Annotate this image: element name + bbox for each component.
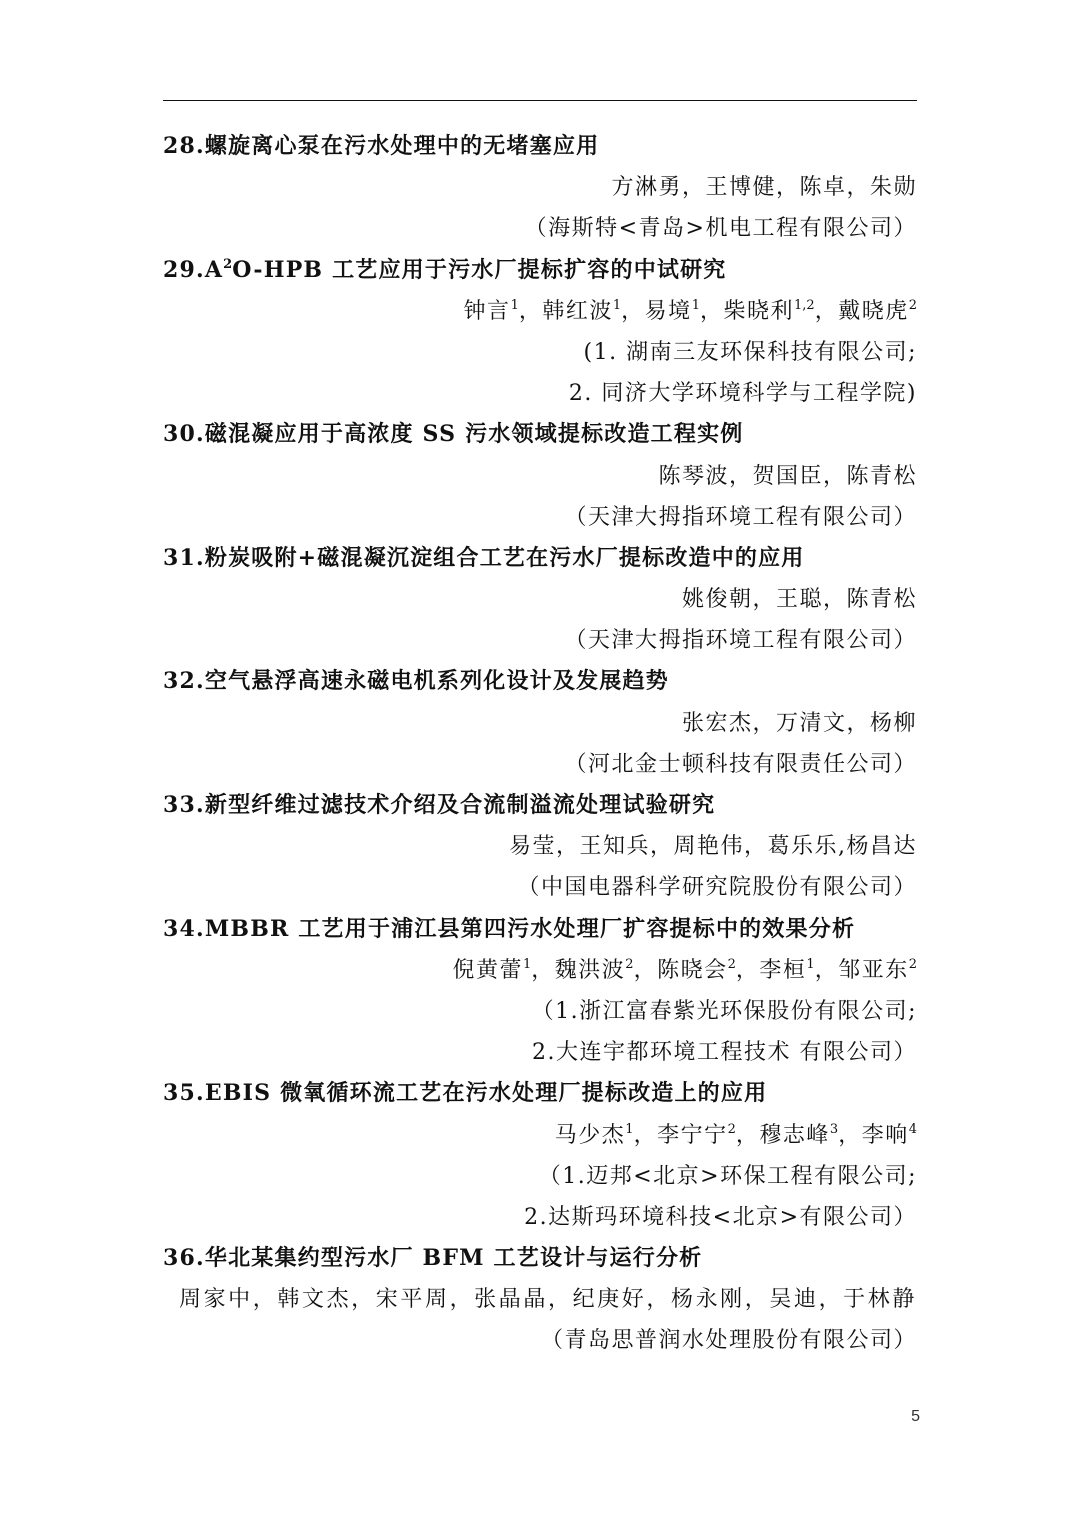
entry-title: 30.磁混凝应用于高浓度 SS 污水领域提标改造工程实例: [163, 421, 744, 448]
author-name: 戴晓虎: [838, 298, 909, 324]
entry-authors: 周家中，韩文杰，宋平周，张晶晶，纪庚好，杨永刚，吴迪，于林静: [178, 1287, 917, 1313]
entry-title: 36.华北某集约型污水厂 BFM 工艺设计与运行分析: [163, 1245, 703, 1272]
author-separator: ，: [633, 957, 658, 983]
author-name: 李宁宁: [657, 1122, 728, 1148]
entry-affiliation: （天津大拇指环境工程有限公司）: [564, 628, 917, 654]
entry-title: 32.空气悬浮高速永磁电机系列化设计及发展趋势: [163, 668, 669, 695]
entry-affiliation: （天津大拇指环境工程有限公司）: [564, 504, 917, 530]
title-text: 29.A: [163, 256, 224, 283]
author-name: 邹亚东: [838, 957, 909, 983]
entry-authors: [163, 1115, 917, 1156]
entry-authors: 张宏杰，万清文，杨柳: [681, 710, 917, 736]
entry-authors: [163, 291, 917, 332]
page-number: 5: [911, 1408, 920, 1425]
author-affiliation-mark: 1: [510, 297, 519, 313]
entry-list: [163, 126, 917, 1362]
author-affiliation-mark: 2: [625, 956, 634, 972]
author-name: 易境: [644, 298, 692, 324]
author-affiliation-mark: 1: [612, 297, 622, 313]
author-name: 马少杰: [554, 1122, 626, 1148]
title-text: O-HPB 工艺应用于污水厂提标扩容的中试研究: [232, 256, 727, 283]
entry-affiliation: (1. 湖南三友环保科技有限公司;: [583, 339, 917, 365]
author-affiliation-mark: 1,2: [794, 297, 815, 313]
author-affiliation-mark: 1: [691, 297, 700, 313]
entry-title: 33.新型纤维过滤技术介绍及合流制溢流处理试验研究: [163, 792, 716, 818]
author-name: 李桓: [759, 957, 807, 983]
author-name: 穆志峰: [759, 1122, 830, 1148]
author-name: 倪黄蕾: [452, 957, 523, 983]
author-affiliation-mark: 1: [806, 956, 815, 972]
author-separator: ，: [518, 298, 543, 324]
entry-affiliation: 2.达斯玛环境科技<北京>有限公司）: [524, 1204, 917, 1230]
entry-title: 28.螺旋离心泵在污水处理中的无堵塞应用: [163, 133, 600, 159]
entry-title: 34.MBBR 工艺用于浦江县第四污水处理厂扩容提标中的效果分析: [163, 915, 856, 942]
author-affiliation-mark: 2: [727, 1121, 736, 1137]
author-name: 柴晓利: [723, 298, 794, 324]
author-affiliation-mark: 2: [727, 956, 736, 972]
author-name: 魏洪波: [554, 957, 626, 983]
author-affiliation-mark: 1: [522, 956, 532, 972]
author-affiliation-mark: 1: [625, 1121, 634, 1137]
author-separator: ，: [633, 1122, 658, 1148]
entry-affiliation: 2. 同济大学环境科学与工程学院): [568, 381, 917, 407]
entry-title: [163, 250, 917, 291]
entry-affiliation: （青岛思普润水处理股份有限公司）: [540, 1328, 917, 1354]
header-rule: [163, 100, 917, 101]
entry-authors: 陈琴波，贺国臣，陈青松: [658, 463, 917, 489]
entry-authors: 易莹，王知兵，周艳伟，葛乐乐,杨昌达: [509, 834, 917, 860]
entry-title: 35.EBIS 微氧循环流工艺在污水处理厂提标改造上的应用: [163, 1080, 768, 1107]
author-affiliation-mark: 2: [908, 956, 917, 972]
author-affiliation-mark: 4: [908, 1121, 917, 1137]
author-affiliation-mark: 3: [829, 1121, 839, 1137]
title-superscript: 2: [223, 256, 233, 272]
entry-title: 31.粉炭吸附+磁混凝沉淀组合工艺在污水厂提标改造中的应用: [163, 544, 805, 571]
author-separator: ，: [814, 957, 839, 983]
entry-authors: 方淋勇，王博健，陈卓，朱勋: [611, 175, 917, 201]
author-name: 钟言: [463, 298, 511, 324]
author-separator: ，: [838, 1122, 862, 1148]
author-name: 韩红波: [542, 298, 613, 324]
author-separator: ，: [699, 298, 724, 324]
entry-affiliation: 2.大连宇都环境工程技术 有限公司）: [532, 1040, 917, 1066]
entry-affiliation: （中国电器科学研究院股份有限公司）: [517, 875, 917, 901]
author-separator: ，: [531, 957, 555, 983]
author-separator: ，: [735, 1122, 760, 1148]
entry-authors: [163, 950, 917, 991]
entry-affiliation: （1.迈邦<北京>环保工程有限公司;: [538, 1163, 917, 1189]
author-separator: ，: [814, 298, 839, 324]
author-separator: ，: [621, 298, 645, 324]
author-separator: ，: [735, 957, 760, 983]
author-name: 李响: [861, 1122, 909, 1148]
entry-affiliation: （河北金士顿科技有限责任公司）: [564, 751, 917, 777]
entry-affiliation: （海斯特<青岛>机电工程有限公司）: [524, 216, 917, 242]
author-name: 陈晓会: [657, 957, 728, 983]
author-affiliation-mark: 2: [908, 297, 917, 313]
entry-authors: 姚俊朝，王聪，陈青松: [681, 587, 917, 613]
entry-affiliation: （1.浙江富春紫光环保股份有限公司;: [531, 998, 917, 1024]
